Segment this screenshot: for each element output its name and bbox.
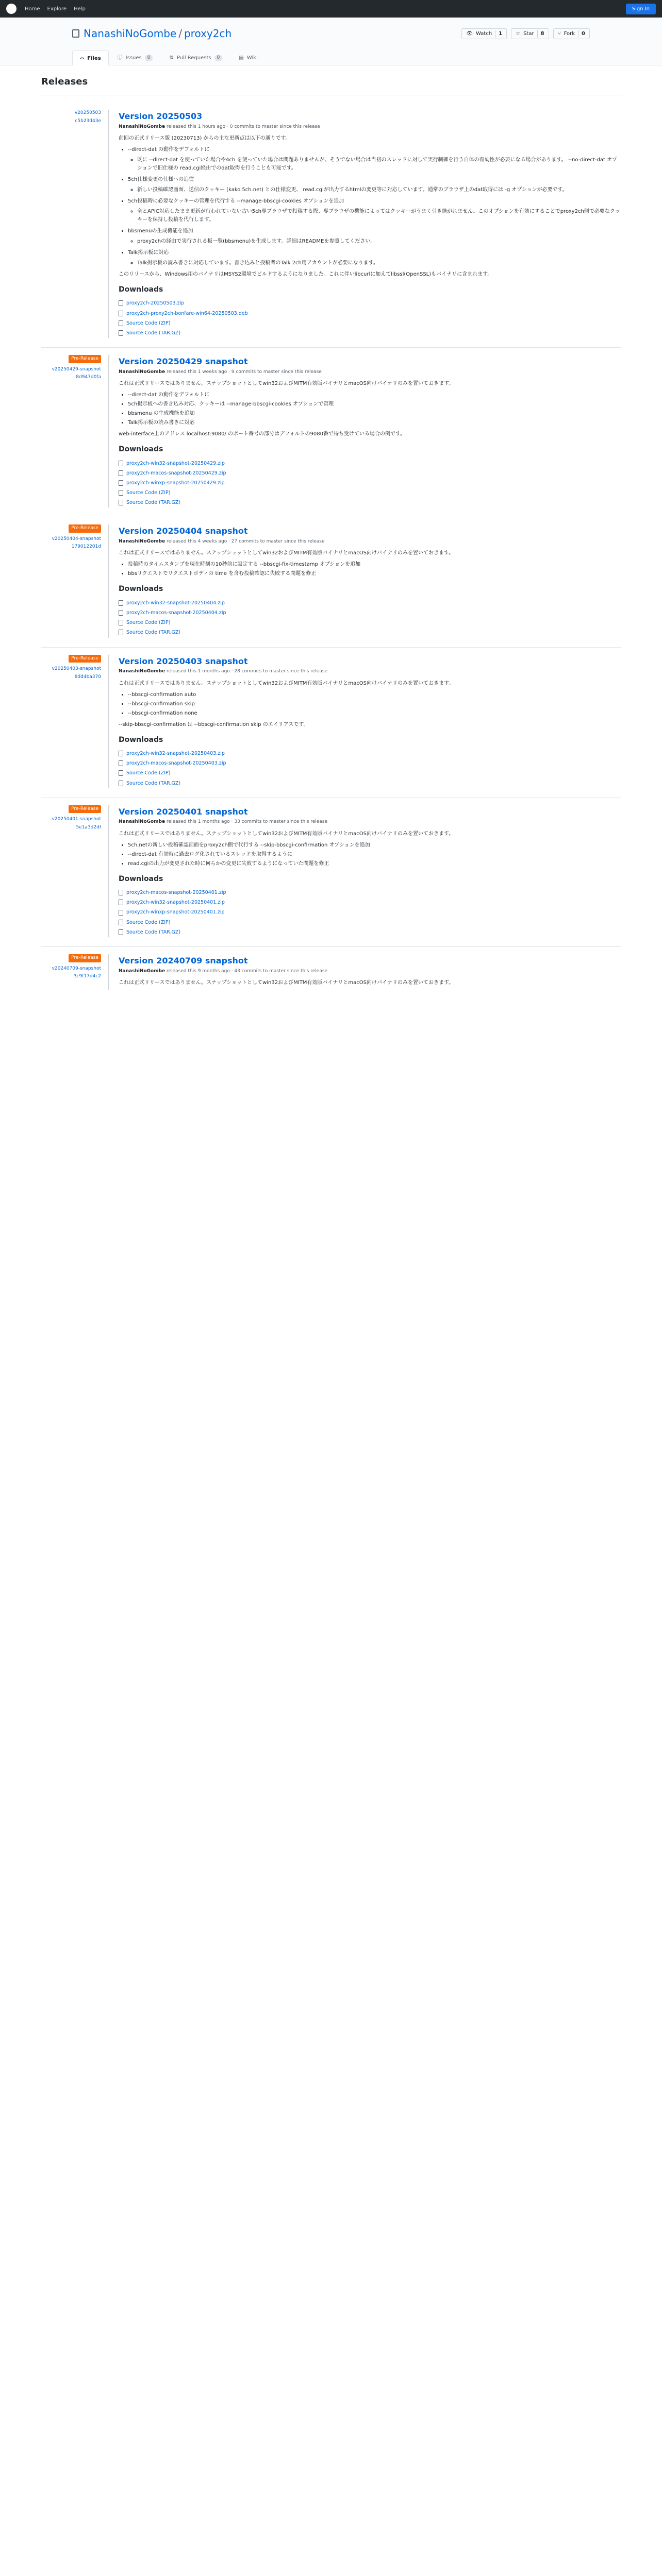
repo-title: NanashiNoGombe / proxy2ch: [84, 27, 232, 40]
release-author[interactable]: NanashiNoGombe: [119, 124, 166, 129]
release-commit-link[interactable]: 179012201d: [71, 544, 101, 550]
source-zip-link[interactable]: Source Code (ZIP): [126, 490, 171, 496]
downloads-heading: Downloads: [119, 285, 163, 294]
release-sidebar: [41, 954, 108, 990]
prerelease-badge: Pre-Release: [69, 954, 101, 962]
release-changes: [128, 841, 621, 868]
asset-link[interactable]: proxy2ch-win32-snapshot-20250404.zip: [126, 600, 225, 606]
archive-icon: [119, 500, 123, 505]
downloads-heading: Downloads: [119, 445, 163, 454]
archive-icon: [119, 630, 123, 635]
top-navbar: [0, 0, 662, 18]
release-changes: [128, 561, 621, 578]
release-changes: [128, 146, 621, 267]
source-zip-link[interactable]: Source Code (ZIP): [126, 770, 171, 776]
release-changes: [128, 691, 621, 718]
archive-icon: [119, 300, 123, 306]
release-tag-link[interactable]: v20250429-snapshot: [52, 366, 101, 372]
downloads-heading: Downloads: [119, 874, 163, 883]
nav-home[interactable]: Home: [25, 6, 40, 12]
release-intro: これは正式リリースではありません。スナップショットとしてwin32およびMITM有効版バイナリとmacOS向けバイナリのみを置いておきます。: [119, 680, 454, 686]
release-sidebar: [41, 355, 108, 507]
archive-icon: [119, 929, 123, 935]
downloads-heading: Downloads: [119, 735, 163, 744]
release-meta: NanashiNoGombe released this 1 months ago · 28 commits to master since this release: [119, 669, 328, 674]
site-logo-icon[interactable]: [6, 4, 16, 14]
release-commit-link[interactable]: 8d947d0fa: [76, 375, 101, 380]
release-title[interactable]: Version 20240709 snapshot: [119, 956, 248, 965]
release-title[interactable]: Version 20250429 snapshot: [119, 357, 248, 367]
release-entry: [41, 517, 621, 637]
change-item: • Talk掲示板に対応 ◦ Talk掲示板の読み書きに対応しています。書き込みと投稿者のTalk 2ch用アカウントが必要になります。: [128, 249, 621, 267]
release-body: [108, 355, 621, 507]
archive-icon: [119, 470, 123, 476]
change-item: • 投稿時のタイムスタンプを現在時刻の10秒前に設定する --bbscgi-fix-timestamp オプションを追加: [128, 561, 621, 569]
archive-icon: [119, 770, 123, 776]
archive-icon: [119, 620, 123, 625]
source-tgz-link[interactable]: Source Code (TAR.GZ): [126, 500, 181, 506]
archive-icon: [119, 920, 123, 925]
prerelease-badge: Pre-Release: [69, 655, 101, 663]
prerelease-badge: Pre-Release: [69, 805, 101, 814]
release-sidebar: [41, 805, 108, 937]
release-author[interactable]: NanashiNoGombe: [119, 968, 166, 974]
change-item: • bbsmenu の生成機能を追加: [128, 410, 621, 418]
asset-link[interactable]: proxy2ch-macos-snapshot-20250403.zip: [126, 760, 226, 767]
eye-icon: 👁: [466, 30, 473, 37]
prerelease-badge: Pre-Release: [69, 355, 101, 363]
archive-icon: [119, 890, 123, 895]
change-item: • 5ch掲示板への書き込み対応、クッキーは --manage-bbscgi-cookies オプションで管理: [128, 400, 621, 409]
release-commit-link[interactable]: 3c9f17d4c2: [73, 974, 101, 979]
release-body: [108, 805, 621, 937]
release-changes: [128, 391, 621, 427]
code-icon: ‹›: [80, 55, 85, 61]
repo-header: [0, 18, 662, 65]
release-entry: [41, 798, 621, 937]
release-meta: NanashiNoGombe released this 4 weeks ago · 27 commits to master since this release: [119, 539, 325, 545]
change-item: • --direct-dat の動作をデフォルトに ◦ 既に --direct-dat を使っていた場合や4ch を使っていた場合は問題ありませんが、そうでない場合は当初のスレッドに対して実行制御を行う自体の有効性が必要になる場合があります。 --no-direct-dat オプションで旧仕様の read.cgi経由でのdat取得を行うことも可能です。: [128, 146, 621, 173]
release-author[interactable]: NanashiNoGombe: [119, 819, 166, 825]
release-meta: NanashiNoGombe released this 1 weeks ago · 9 commits to master since this release: [119, 369, 322, 375]
release-body: [108, 655, 621, 788]
archive-icon: [119, 330, 123, 336]
watch-button[interactable]: 👁 Watch 1: [461, 28, 507, 39]
release-entry: [41, 103, 621, 338]
release-entry: [41, 347, 621, 507]
source-zip-link[interactable]: Source Code (ZIP): [126, 320, 171, 326]
source-tgz-link[interactable]: Source Code (TAR.GZ): [126, 630, 181, 636]
release-author[interactable]: NanashiNoGombe: [119, 539, 166, 545]
release-commit-link[interactable]: 8dd4ba370: [74, 674, 101, 680]
tab-wiki[interactable]: ▤ Wiki: [239, 55, 258, 61]
change-item: • 5ch.netの新しい投稿確認画面をproxy2ch側で代行する --skip-bbscgi-confirmation オプションを追加: [128, 841, 621, 850]
release-tag-link[interactable]: v20250503: [74, 110, 101, 115]
book-icon: ▤: [239, 55, 244, 61]
archive-icon: [119, 900, 123, 905]
change-item: • --bbscgi-confirmation auto: [128, 691, 621, 699]
change-item: • --direct-dat 有効時に過去ログ化されているスレッドを取得するように: [128, 851, 621, 859]
asset-link[interactable]: proxy2ch-macos-snapshot-20250429.zip: [126, 470, 226, 476]
asset-link[interactable]: proxy2ch-win32-snapshot-20250403.zip: [126, 750, 225, 756]
release-note: このリリースから、Windows用のバイナリはMSYS2環境でビルドするようになりました。これに伴いlibcurlに加えてlibssl(OpenSSL)もバイナリに含まれます。: [119, 271, 493, 277]
release-intro: これは正式リリースではありません。スナップショットとしてwin32およびMITM有効版バイナリとmacOS向けバイナリのみを置いておきます。: [119, 979, 454, 986]
asset-link[interactable]: proxy2ch-win32-snapshot-20250401.zip: [126, 900, 225, 906]
release-tag-link[interactable]: v20250404-snapshot: [52, 536, 101, 541]
release-tag-link[interactable]: v20240709-snapshot: [52, 965, 101, 971]
tab-issues[interactable]: ⓘ Issues 0: [110, 50, 161, 65]
release-author[interactable]: NanashiNoGombe: [119, 369, 166, 375]
release-entry: [41, 946, 621, 990]
source-tgz-link[interactable]: Source Code (TAR.GZ): [126, 929, 181, 935]
release-title[interactable]: Version 20250404 snapshot: [119, 526, 248, 536]
change-item: • Talk掲示板の読み書きに対応: [128, 419, 621, 427]
release-intro: 前回の正式リリース版 (20230713) からの主な更新点は以下の通りです。: [119, 135, 291, 141]
release-note: web-interface上のアドレス localhost:9080/ のポート番号の部分はデフォルトの9080番で待ち受けている場合の例です。: [119, 431, 406, 437]
tab-pull-requests[interactable]: ⇅ Pull Requests 0: [161, 50, 230, 65]
source-zip-link[interactable]: Source Code (ZIP): [126, 620, 171, 626]
change-item: • bbsmenuの生成機能を追加 ◦ proxy2chの経由で実行される板一覧(bbsmenu)を生成します。詳細はREADMEを参照してください。: [128, 227, 621, 246]
repo-owner-link[interactable]: NanashiNoGombe: [84, 27, 177, 40]
change-note: 既に --direct-dat を使っていた場合や4ch を使っていた場合は問題ありませんが、そうでない場合は当初のスレッドに対して実行制御を行う自体の有効性が必要になる場合があります。 --no-direct-dat オプションで旧仕様の read.cgi経由でのdat取得を行うことも可能です。: [137, 157, 617, 171]
repo-icon: [72, 29, 79, 38]
asset-list: [119, 888, 621, 937]
change-note: proxy2chの経由で実行される板一覧(bbsmenu)を生成します。詳細はREADMEを参照してください。: [137, 238, 376, 244]
release-entry: [41, 647, 621, 788]
tab-files[interactable]: ‹› Files: [72, 50, 109, 65]
change-note: Talk掲示板の読み書きに対応しています。書き込みと投稿者のTalk 2ch用アカウントが必要になります。: [137, 260, 378, 266]
release-title[interactable]: Version 20250403 snapshot: [119, 656, 248, 666]
asset-link[interactable]: proxy2ch-win32-snapshot-20250429.zip: [126, 460, 225, 466]
release-tag-link[interactable]: v20250403-snapshot: [52, 666, 101, 672]
prerelease-badge: Pre-Release: [69, 524, 101, 533]
archive-icon: [119, 600, 123, 606]
release-title[interactable]: Version 20250503: [119, 111, 203, 121]
archive-icon: [119, 490, 123, 496]
asset-link[interactable]: proxy2ch-winxp-snapshot-20250429.zip: [126, 480, 225, 486]
release-body: [108, 110, 621, 338]
nav-help[interactable]: Help: [74, 6, 86, 12]
change-item: • bbsリクエストでリクエストボディの time を含む投稿確認に失敗する問題を修正: [128, 570, 621, 578]
source-tgz-link[interactable]: Source Code (TAR.GZ): [126, 780, 181, 786]
release-body: [108, 524, 621, 637]
release-list: [41, 103, 621, 990]
archive-icon: [119, 910, 123, 916]
change-item: • 5ch投稿時に必要なクッキーの管理を代行する --manage-bbscgi-cookies オプションを追加 ◦ 全とAPIC対応したまま更新が行われていない古い5ch専ブラウザで投稿する際、専ブラウザの機能によってはクッキーがうまく引き継がれません。このオプションを有効にすることでproxy2ch側で必要なクッキーを保持し投稿を代行します。: [128, 197, 621, 224]
release-intro: これは正式リリースではありません。スナップショットとしてwin32およびMITM有効版バイナリとmacOS向けバイナリのみを置いておきます。: [119, 550, 454, 556]
release-note: --skip-bbscgi-confirmation は --bbscgi-confirmation skip のエイリアスです。: [119, 721, 309, 727]
downloads-heading: Downloads: [119, 585, 163, 594]
change-item: • 5ch仕様変更の仕様への追従 ◦ 新しい投稿確認画面、送信のクッキー (kako.5ch.net) との仕様変更、 read.cgiが出力するhtmlの変更等に対応しています。通常のブラウザ上のdat取得には -g オプションが必要です。: [128, 176, 621, 194]
archive-icon: [119, 751, 123, 756]
asset-list: [119, 749, 621, 788]
change-note: 全とAPIC対応したまま更新が行われていない古い5ch専ブラウザで投稿する際、専ブラウザの機能によってはクッキーがうまく引き継がれません。このオプションを有効にすることでproxy2ch側で必要なクッキーを保持し投稿を代行します。: [137, 208, 620, 223]
source-zip-link[interactable]: Source Code (ZIP): [126, 919, 171, 925]
asset-link[interactable]: proxy2ch-proxy2ch-bonfare-win64-20250503.deb: [126, 310, 248, 316]
release-sidebar: [41, 524, 108, 637]
release-body: [108, 954, 621, 990]
release-intro: これは正式リリースではありません。スナップショットとしてwin32およびMITM有効版バイナリとmacOS向けバイナリのみを置いておきます。: [119, 381, 454, 387]
sign-in-button[interactable]: Sign In: [626, 4, 656, 14]
release-sidebar: [41, 110, 108, 338]
release-sidebar: [41, 655, 108, 788]
archive-icon: [119, 461, 123, 466]
star-icon: ☆: [516, 30, 521, 37]
change-item: • --bbscgi-confirmation skip: [128, 700, 621, 708]
release-tag-link[interactable]: v20250401-snapshot: [52, 817, 101, 822]
release-intro: これは正式リリースではありません。スナップショットとしてwin32およびMITM有効版バイナリとmacOS向けバイナリのみを置いておきます。: [119, 831, 454, 837]
asset-link[interactable]: proxy2ch-macos-snapshot-20250404.zip: [126, 610, 226, 616]
fork-icon: ⑂: [557, 30, 561, 37]
release-title[interactable]: Version 20250401 snapshot: [119, 806, 248, 817]
change-item: • read.cgiの出力が変更された時に何らかの変更に失敗するようになっていた問題を修正: [128, 860, 621, 868]
release-meta: NanashiNoGombe released this 1 months ago · 33 commits to master since this release: [119, 819, 328, 825]
release-author[interactable]: NanashiNoGombe: [119, 669, 166, 674]
asset-list: [119, 298, 621, 338]
nav-explore[interactable]: Explore: [47, 6, 67, 12]
archive-icon: [119, 610, 123, 616]
asset-link[interactable]: proxy2ch-macos-snapshot-20250401.zip: [126, 890, 226, 896]
release-meta: NanashiNoGombe released this 9 months ago · 43 commits to master since this release: [119, 968, 328, 974]
asset-link[interactable]: proxy2ch-20250503.zip: [126, 300, 185, 307]
release-commit-link[interactable]: 5e1a3d2df: [76, 824, 101, 830]
release-commit-link[interactable]: c5b23d43e: [75, 118, 101, 124]
asset-list: [119, 598, 621, 638]
pull-request-icon: ⇅: [169, 55, 174, 61]
archive-icon: [119, 480, 123, 486]
release-meta: NanashiNoGombe released this 1 hours ago · 0 commits to master since this release: [119, 124, 320, 129]
fork-button[interactable]: ⑂ Fork 0: [553, 28, 590, 39]
archive-icon: [119, 320, 123, 326]
source-tgz-link[interactable]: Source Code (TAR.GZ): [126, 330, 181, 336]
change-item: • --direct-dat の動作をデフォルトに: [128, 391, 621, 399]
archive-icon: [119, 781, 123, 786]
change-item: • --bbscgi-confirmation none: [128, 709, 621, 718]
change-note: 新しい投稿確認画面、送信のクッキー (kako.5ch.net) との仕様変更、 read.cgiが出力するhtmlの変更等に対応しています。通常のブラウザ上のdat取得には -g オプションが必要です。: [137, 187, 568, 193]
issue-icon: ⓘ: [117, 55, 123, 61]
archive-icon: [119, 760, 123, 766]
archive-icon: [119, 311, 123, 316]
asset-link[interactable]: proxy2ch-winxp-snapshot-20250401.zip: [126, 909, 225, 916]
asset-list: [119, 459, 621, 508]
page-title: Releases: [41, 71, 621, 95]
repo-name-link[interactable]: proxy2ch: [184, 27, 232, 40]
star-button[interactable]: ☆ Star 8: [511, 28, 549, 39]
